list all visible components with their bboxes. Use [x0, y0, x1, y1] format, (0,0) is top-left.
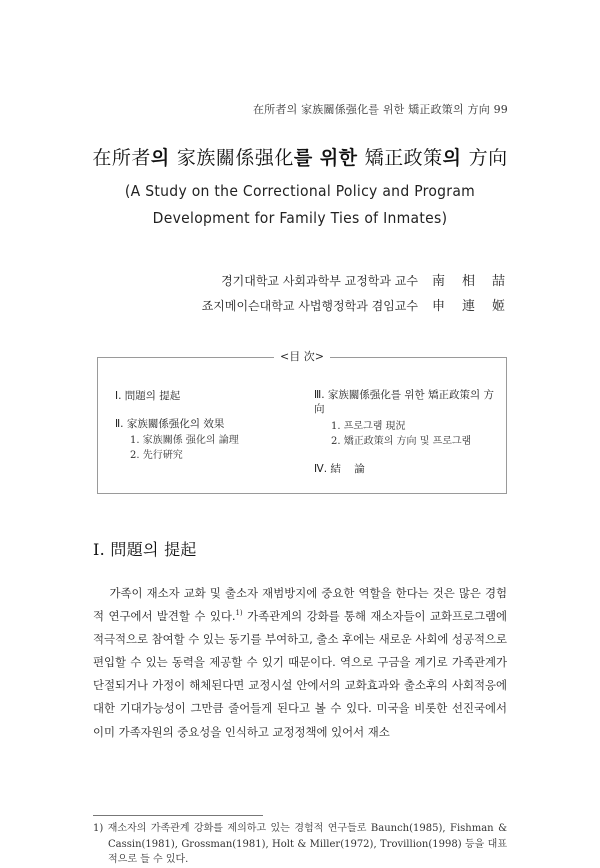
toc-subsection: 2. 先行硏究: [130, 450, 183, 461]
author-affiliation: 경기대학교 사회과학부 교정학과 교수: [221, 274, 418, 288]
body-text: 가족관계의 강화를 통해 재소자들이 교화프로그램에 적극적으로 참여할 수 있는 동기를 부여하고, 출소 후에는 새로운 사회에 성공적으로 편입할 수 있는 동력을 제공할 수 있기 때문이다. 역으로 구금을 계기로 가족관계가 단절되거나 가정이 해체된다면 교정시설 안에서의 교화효과와 출소후의 사회적응에 대한 기대가능성이 그만큼 줄어들게 된다고 볼 수 있다. 미국을 비롯한 선진국에서 이미 가족자원의 중요성을 인식하고 교정정책에 있어서 재소: [93, 609, 507, 739]
footnote-reference: 1): [235, 609, 243, 618]
toc-subsection: 1. 家族關係 强化의 論理: [130, 435, 239, 446]
footnote-divider: [93, 815, 263, 816]
title-korean: [0, 143, 600, 170]
toc-subsection: 1. 프로그램 現況: [331, 421, 406, 432]
author-name: 申連姬: [431, 299, 522, 314]
toc-caption: <目 次>: [98, 350, 506, 364]
title-english: [0, 178, 600, 232]
title-english-line-2: Development for Family Ties of Inmates): [152, 209, 448, 227]
title-part: 의: [150, 147, 177, 169]
toc-section-2: Ⅱ. 家族關係强化의 效果: [115, 418, 225, 430]
section-heading: I. 問題의 提起: [93, 540, 197, 559]
author-1: [221, 270, 522, 289]
table-of-contents: [97, 350, 507, 494]
body-text: 가족이 재소자 교화 및 출소자 재범방지에 중요한 역할을 한다는 것은 많은 경험적 연구에서 발견할 수 있다.: [93, 586, 508, 624]
toc-section-3: Ⅲ. 家族關係强化를 위한 矯正政策의 方向: [314, 389, 494, 415]
title-part: 家族關係强化: [176, 147, 294, 169]
footnote: 1) 재소자의 가족관계 강화를 제의하고 있는 경험적 연구들로 Baunch(1985), Fishman & Cassin(1981), Grossman(1981), Holt & Miller(1972), Trovillion(1998) 등을 대표적으로 들 수 있다.: [93, 823, 507, 865]
title-block: [0, 143, 600, 232]
author-2: [201, 295, 522, 314]
author-affiliation: 죠지메이슨대학교 사법행정학과 겸임교수: [201, 299, 418, 313]
title-part: 矯正政策: [364, 147, 443, 169]
running-header: 在所者의 家族關係强化를 위한 矯正政策의 方向 99: [252, 103, 508, 116]
title-part: 在所者: [92, 147, 151, 169]
title-part: 를 위한: [293, 147, 365, 169]
title-part: 方向: [468, 147, 508, 169]
title-english-line-1: (A Study on the Correctional Policy and Program: [124, 182, 476, 200]
toc-section-1: Ⅰ. 問題의 提起: [115, 390, 181, 402]
toc-section-4: Ⅳ. 結 論: [314, 463, 365, 475]
body-paragraph: [93, 582, 507, 744]
toc-subsection: 2. 矯正政策의 方向 및 프로그램: [331, 436, 472, 447]
title-part: 의: [442, 147, 469, 169]
author-name: 南相喆: [431, 274, 522, 289]
